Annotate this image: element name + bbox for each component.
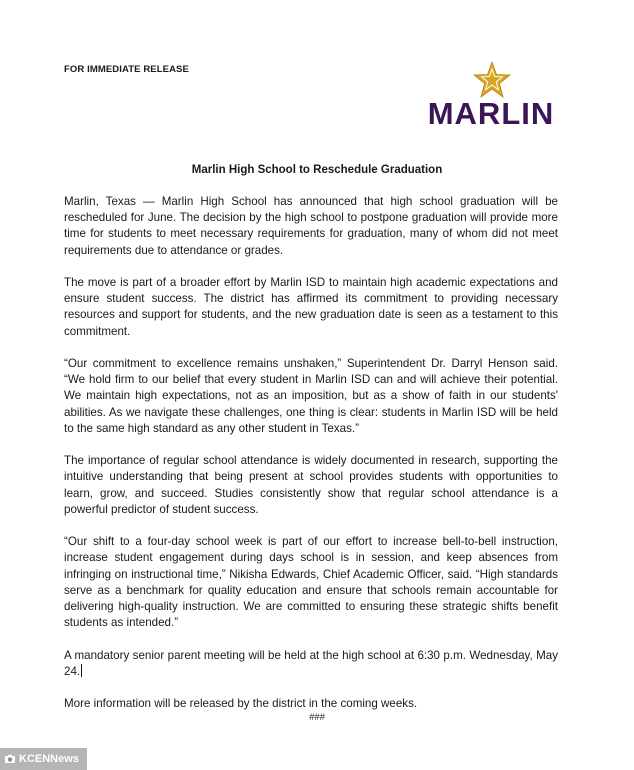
end-mark: ### <box>309 712 325 723</box>
credit-text: KCENNews <box>19 753 79 765</box>
release-label: FOR IMMEDIATE RELEASE <box>64 64 189 75</box>
image-credit <box>0 748 87 770</box>
paragraph: More information will be released by the district in the coming weeks. <box>64 697 418 711</box>
logo-wordmark: MARLIN <box>427 96 555 131</box>
paragraph: “Our commitment to excellence remains unshaken,” Superintendent Dr. Darryl Henson said. “We hold firm to our belief that every student in Marlin ISD can and will achieve their potential. We maintain high expectations, not as an imposition, but as a show of faith in our students' abilities. As we navigate these challenges, one thing is clear: students in Marlin ISD will be held to the same high standard as any other student in Texas.” <box>64 357 558 435</box>
text-cursor <box>81 664 82 677</box>
paragraph: The importance of regular school attendance is widely documented in research, supporting the intuitive understanding that being present at school provides students with opportunities to learn, grow, and succeed. Studies consistently show that regular school attendance is a powerful predictor of student success. <box>64 454 558 516</box>
paragraph: “Our shift to a four-day school week is part of our effort to increase bell-to-bell instruction, increase student engagement during days school is in session, and keep absences from infringing on instructional time,” Nikisha Edwards, Chief Academic Officer, said. “High standards serve as a benchmark for quality education and ensure that schools remain accountable for delivering high-quality instruction. We are committed to ensuring these strategic shifts benefit students as intended.” <box>64 535 558 630</box>
paragraph: The move is part of a broader effort by Marlin ISD to maintain high academic expectations and ensure student success. The district has affirmed its commitment to providing necessary resources and support for students, and the new graduation date is seen as a testament to this commitment. <box>64 276 558 338</box>
marlin-logo <box>420 60 562 138</box>
document-body <box>64 194 558 729</box>
document-title: Marlin High School to Reschedule Graduation <box>191 164 443 176</box>
paragraph: Marlin, Texas — Marlin High School has announced that high school graduation will be rescheduled for June. The decision by the high school to postpone graduation will provide more time for students to meet necessary requirements for graduation, many of whom did not meet requirements due to attendance or grades. <box>64 195 558 257</box>
star-icon <box>472 60 512 100</box>
paragraph: A mandatory senior parent meeting will be held at the high school at 6:30 p.m. Wednesday, May 24. <box>64 648 558 678</box>
paragraph-with-cursor <box>64 648 558 680</box>
camera-icon <box>4 753 16 765</box>
